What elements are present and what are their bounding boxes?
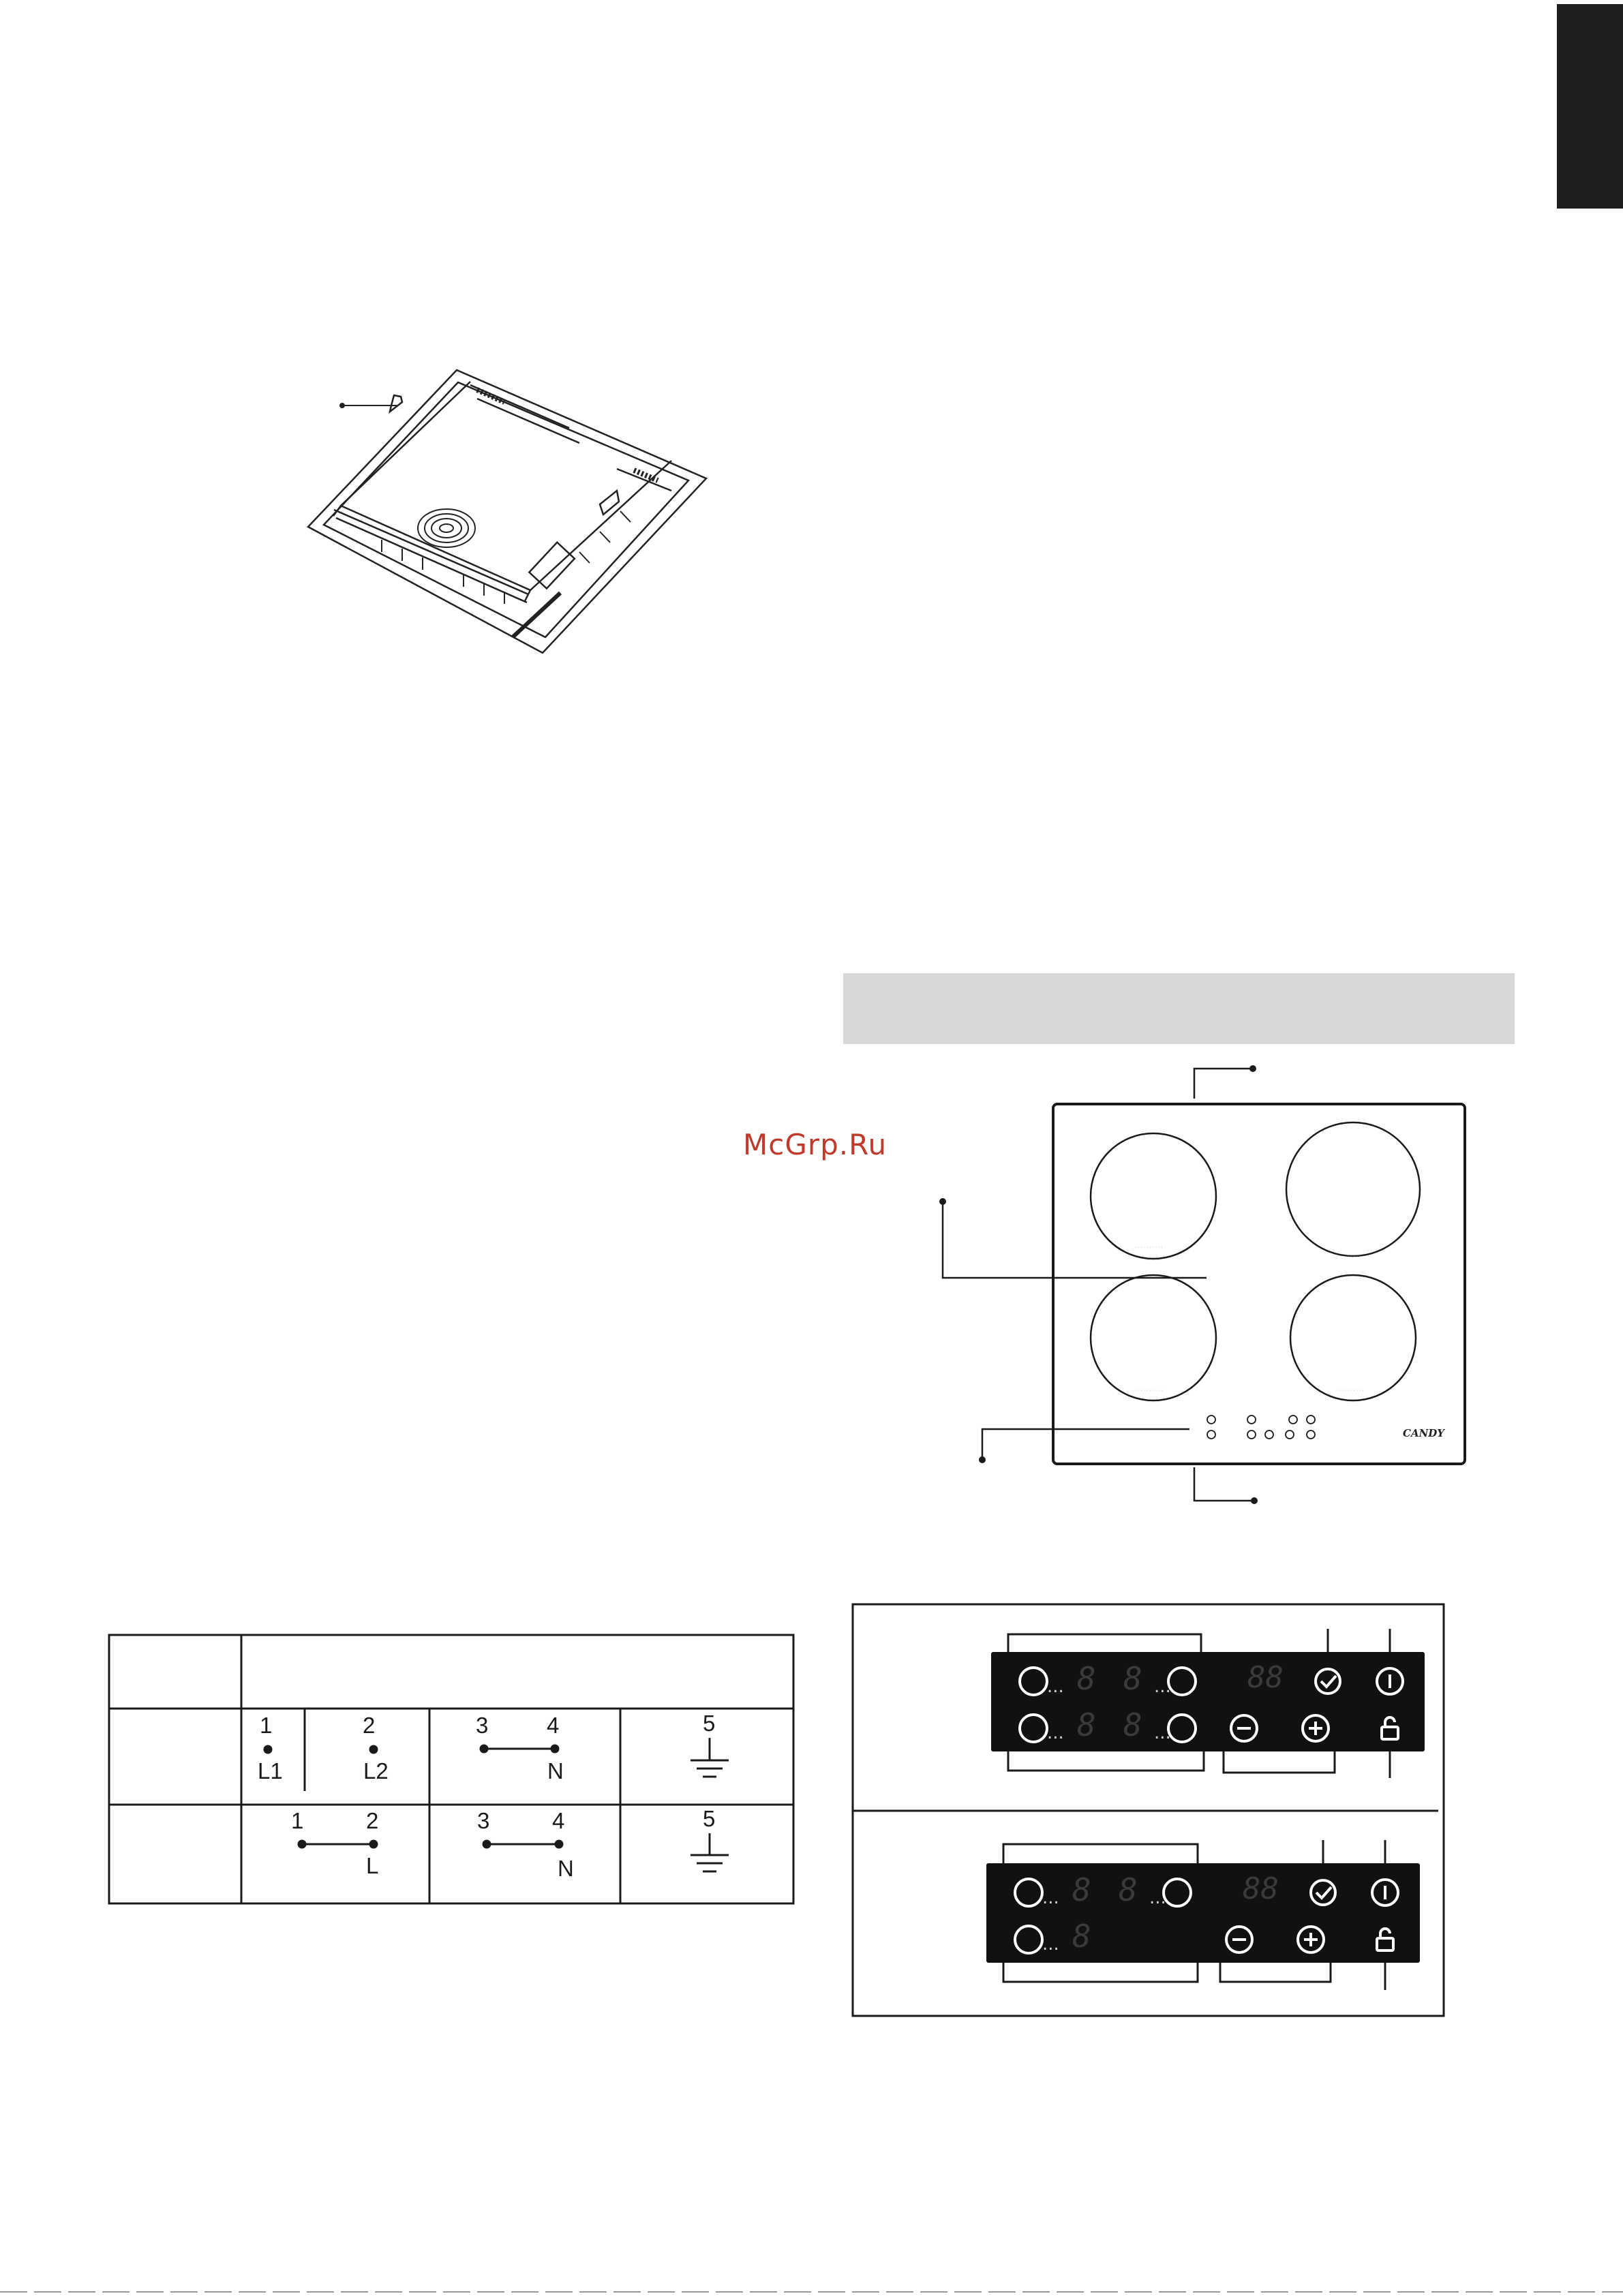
zone-display: 8 [1123, 1660, 1142, 1697]
zone-display: 8 [1077, 1660, 1096, 1697]
lock-icon [1377, 1938, 1393, 1950]
label-l1: L1 [258, 1758, 283, 1784]
terminal-1: 1 [291, 1808, 304, 1833]
zone-display: 8 [1072, 1871, 1091, 1908]
dots: ... [1149, 1888, 1166, 1908]
timer-display: 88 [1247, 1660, 1284, 1695]
zone-select-icon [1015, 1879, 1042, 1906]
terminal-1: 1 [260, 1713, 273, 1738]
terminal-5: 5 [703, 1711, 716, 1736]
dots: ... [1047, 1677, 1064, 1697]
timer-display: 88 [1243, 1871, 1279, 1906]
dots: ... [1042, 1888, 1059, 1908]
zone-display: 8 [1119, 1871, 1138, 1908]
label-n: N [558, 1856, 574, 1881]
dots: ... [1154, 1677, 1171, 1697]
zone-select-icon [1015, 1926, 1042, 1953]
svg-text:· · · · · · · · · ·: · · · · · · · · · · [1135, 1388, 1163, 1393]
label-l: L [366, 1853, 379, 1878]
timer-icon [1316, 1887, 1331, 1898]
terminal-3: 3 [476, 1713, 489, 1738]
terminal-5: 5 [703, 1806, 716, 1831]
lock-icon [1380, 1929, 1390, 1938]
dots: ... [1047, 1723, 1064, 1743]
terminal-2: 2 [363, 1713, 376, 1738]
terminal-3: 3 [477, 1808, 490, 1833]
watermark: McGrp.Ru [743, 1128, 888, 1161]
label-n: N [547, 1758, 564, 1784]
timer-icon [1311, 1880, 1335, 1905]
svg-text:· · · · · · · · · ·: · · · · · · · · · · [1336, 1254, 1364, 1259]
svg-text:· · · · · · · · · ·: · · · · · · · · · · [1336, 1388, 1364, 1393]
zone-display: 8 [1072, 1918, 1091, 1955]
terminal-4: 4 [552, 1808, 565, 1833]
dots: ... [1154, 1723, 1171, 1743]
footer-rule [0, 2291, 1623, 2293]
svg-text:· · · · · · · · · ·: · · · · · · · · · · [1135, 1245, 1163, 1250]
dots: ... [1042, 1934, 1059, 1955]
zone-display: 8 [1077, 1706, 1096, 1743]
terminal-4: 4 [547, 1713, 560, 1738]
zone-display: 8 [1123, 1706, 1142, 1743]
hob-brand-logo: CANDY [1403, 1427, 1445, 1439]
label-l2: L2 [363, 1758, 389, 1784]
terminal-2: 2 [366, 1808, 379, 1833]
zone-select-icon [1164, 1879, 1191, 1906]
